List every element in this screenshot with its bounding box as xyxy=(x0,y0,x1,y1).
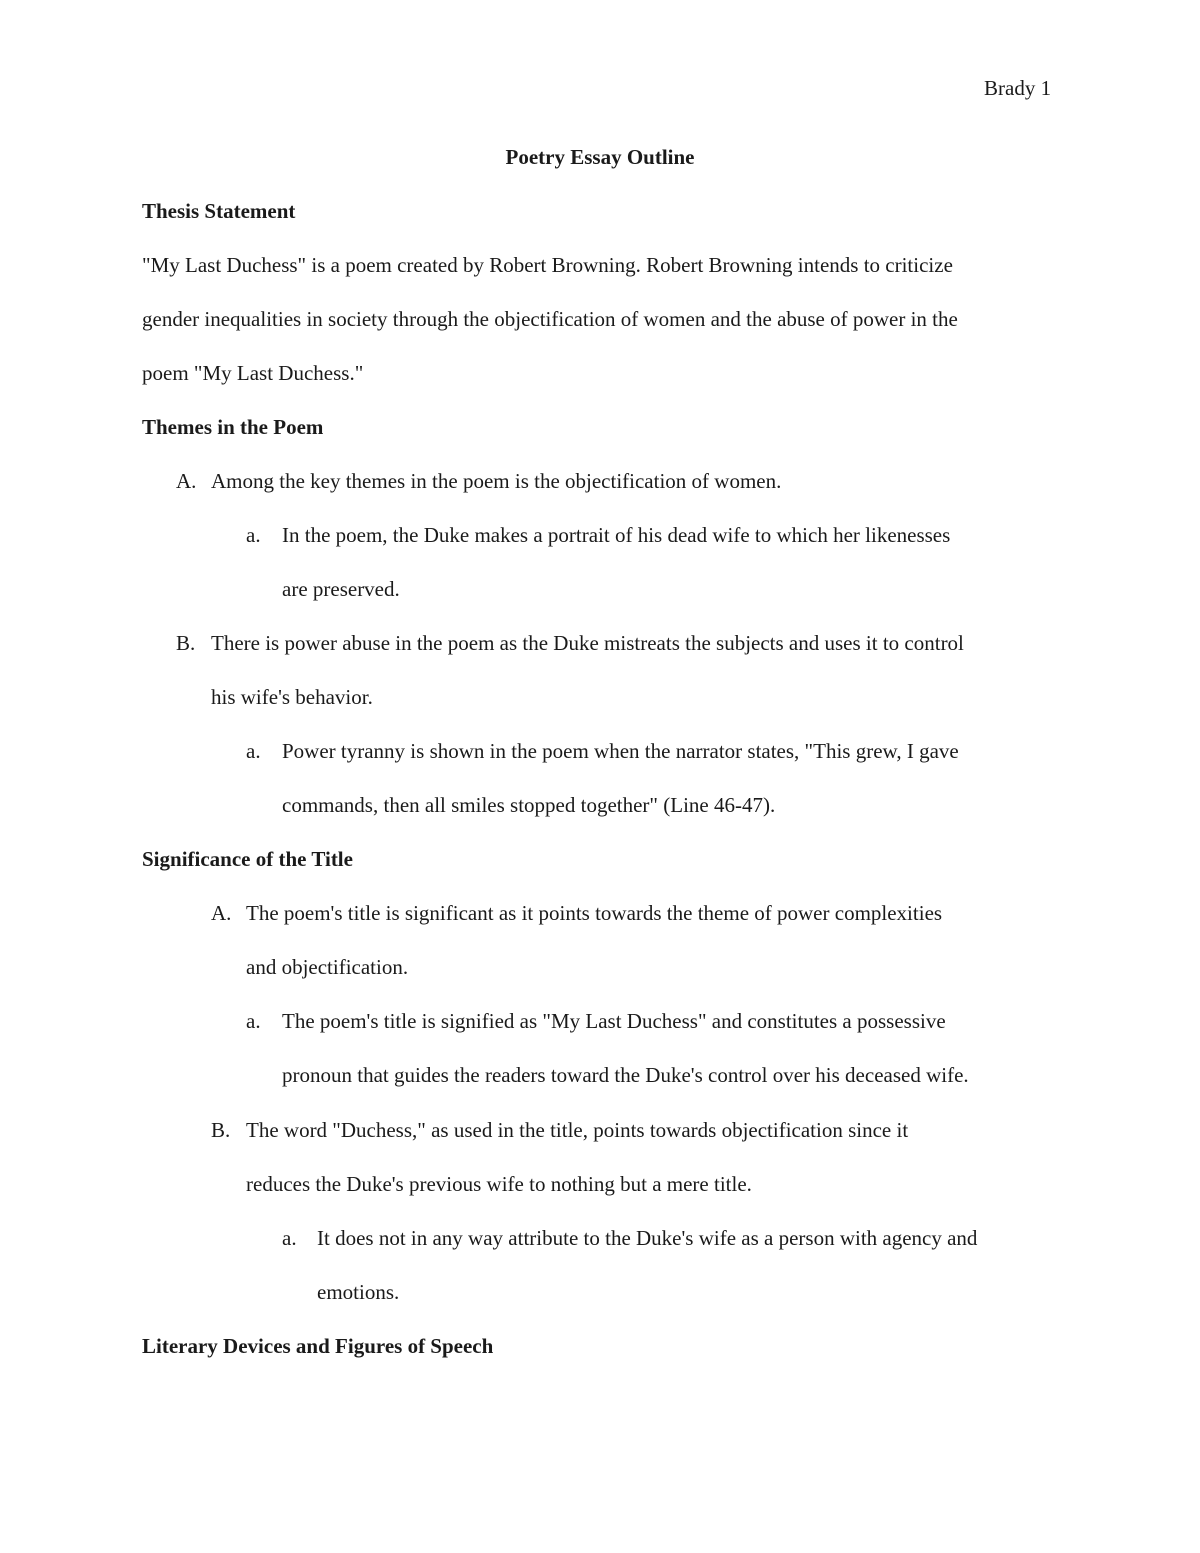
sublist-marker: a. xyxy=(282,1226,297,1250)
list-marker: A. xyxy=(176,469,197,493)
thesis-line: poem "My Last Duchess." xyxy=(142,361,364,385)
literary-heading: Literary Devices and Figures of Speech xyxy=(142,1334,494,1358)
list-item-text: There is power abuse in the poem as the Duke mistreats the subjects and uses it to control xyxy=(211,631,964,655)
list-item-text: his wife's behavior. xyxy=(211,685,373,709)
document-title: Poetry Essay Outline xyxy=(505,145,695,169)
thesis-line: "My Last Duchess" is a poem created by Robert Browning. Robert Browning intends to criticize xyxy=(142,253,953,277)
sublist-item-text: It does not in any way attribute to the Duke's wife as a person with agency and xyxy=(317,1226,978,1250)
sublist-item-text: commands, then all smiles stopped together" (Line 46-47). xyxy=(282,793,776,817)
list-marker: B. xyxy=(176,631,196,655)
sublist-marker: a. xyxy=(246,523,261,547)
list-item-text: and objectification. xyxy=(246,955,409,979)
sublist-item-text: emotions. xyxy=(317,1280,400,1304)
sublist-item-text: are preserved. xyxy=(282,577,400,601)
thesis-heading: Thesis Statement xyxy=(142,199,296,223)
thesis-line: gender inequalities in society through the objectification of women and the abuse of power in the xyxy=(142,307,958,331)
sublist-marker: a. xyxy=(246,1009,261,1033)
sublist-item-text: pronoun that guides the readers toward the Duke's control over his deceased wife. xyxy=(282,1063,969,1087)
list-item-text: Among the key themes in the poem is the objectification of women. xyxy=(211,469,782,493)
running-head: Brady 1 xyxy=(984,76,1052,100)
significance-heading: Significance of the Title xyxy=(142,847,353,871)
sublist-item-text: Power tyranny is shown in the poem when the narrator states, "This grew, I gave xyxy=(282,739,959,763)
sublist-item-text: In the poem, the Duke makes a portrait of his dead wife to which her likenesses xyxy=(282,523,951,547)
themes-heading: Themes in the Poem xyxy=(142,415,324,439)
list-marker: A. xyxy=(211,901,232,925)
list-item-text: The poem's title is significant as it points towards the theme of power complexities xyxy=(246,901,943,925)
list-item-text: reduces the Duke's previous wife to nothing but a mere title. xyxy=(246,1172,752,1196)
sublist-item-text: The poem's title is signified as "My Last Duchess" and constitutes a possessive xyxy=(282,1009,946,1033)
list-marker: B. xyxy=(211,1118,231,1142)
sublist-marker: a. xyxy=(246,739,261,763)
list-item-text: The word "Duchess," as used in the title, points towards objectification since it xyxy=(246,1118,909,1142)
